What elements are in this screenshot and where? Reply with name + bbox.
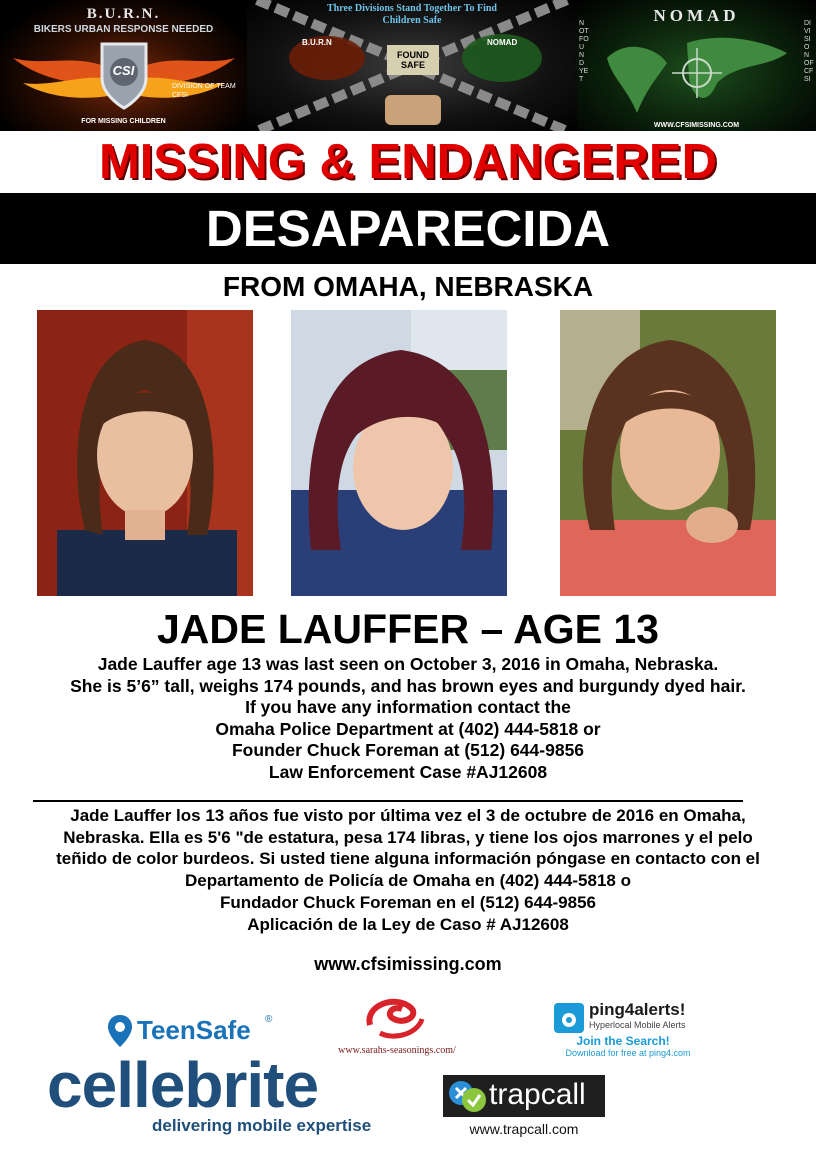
details-es-line: Departamento de Policía de Omaha en (402) 444-5818 o [185,871,631,891]
photo-3 [560,310,776,596]
photo-2 [291,310,507,596]
ping4-cta: Join the Search! [576,1034,670,1048]
teensafe-mark: ® [265,1014,273,1025]
details-es-line: teñido de color burdeos. Si usted tiene alguna información póngase en contacto con el [56,849,760,869]
ping4-cta-sub: Download for free at ping4.com [565,1048,691,1058]
cellebrite-logo[interactable] [47,1049,407,1138]
details-es-line: Aplicación de la Ley de Caso # AJ12608 [247,914,569,934]
nomad-website: WWW.CFSIMISSING.COM [653,122,740,129]
cellebrite-tagline: delivering mobile expertise [152,1116,372,1135]
ping4alerts-logo[interactable] [553,1000,723,1060]
burn-footer: FOR MISSING CHILDREN [81,118,166,125]
center-nomad-label: NOMAD [487,38,518,47]
details-en-line: Founder Chuck Foreman at (512) 644-9856 [231,740,585,760]
cellebrite-name: cellebrite [47,1049,319,1121]
details-en-line: Law Enforcement Case #AJ12608 [268,761,548,782]
location-pin-icon [107,1014,133,1048]
photo-1 [37,310,253,596]
ping4-name: ping4alerts! [589,1000,686,1019]
website-link[interactable]: www.cfsimissing.com [314,954,502,974]
details-en-line: Jade Lauffer age 13 was last seen on October 3, 2016 in Omaha, Nebraska. [97,654,719,674]
portrait-3-image [560,310,776,596]
nomad-title: NOMAD [653,6,740,25]
check-cross-icon [447,1079,487,1113]
nomad-left-vertical: NOT FOUND YET [579,20,589,83]
shield-text: CSI [112,63,135,78]
missing-person-name: JADE LAUFFER – AGE 13 [157,606,659,652]
swirl-icon [360,995,428,1041]
portrait-1-image [37,310,253,596]
details-spanish [0,805,816,935]
world-map-icon [597,28,797,120]
burn-logo-panel [0,0,247,131]
details-en-line: She is 5’6” tall, weighs 174 pounds, and has brown eyes and burgundy dyed hair. [70,675,746,696]
divisions-caption: Three Divisions Stand Together To Find Children Safe [327,3,497,26]
ping-bubble-icon [553,1002,585,1034]
nomad-right-vertical: DIVISION OF CFSI [804,20,814,83]
trapcall-logo[interactable] [443,1075,605,1143]
details-en-line: If you have any information contact the [245,697,571,717]
teensafe-name: TeenSafe [137,1015,251,1045]
desaparecida-headline: DESAPARECIDA [0,193,816,264]
burn-subtitle: BIKERS URBAN RESPONSE NEEDED [33,24,214,35]
ping4-tagline: Hyperlocal Mobile Alerts [589,1020,686,1030]
sarahs-seasonings-logo[interactable] [312,995,482,1059]
divider [33,800,743,802]
details-es-line: Jade Lauffer los 13 años fue visto por última vez el 3 de octubre de 2016 en Omaha, [70,806,746,825]
details-es-line: Nebraska. Ella es 5'6 "de estatura, pesa 174 libras, y tiene los ojos marrones y el pelo [63,827,753,847]
teensafe-logo[interactable] [107,1012,277,1048]
top-banner [0,0,816,131]
center-burn-label: B.U.R.N [302,38,332,47]
details-es-line: Fundador Chuck Foreman en el (512) 644-9856 [219,892,596,912]
missing-headline: MISSING & ENDANGERED [98,135,717,189]
portrait-2-image [291,310,507,596]
burn-division: DIVISION OF TEAM CFSI [172,83,236,99]
trapcall-url: www.trapcall.com [469,1121,579,1137]
trapcall-name: trapcall [489,1078,586,1111]
sarahs-url: www.sarahs-seasonings.com/ [338,1045,456,1056]
details-en-line: Omaha Police Department at (402) 444-5818 or [215,718,601,739]
location-line: FROM OMAHA, NEBRASKA [222,271,594,302]
burn-title: B.U.R.N. [86,6,161,22]
found-safe-badge: FOUND SAFE [397,50,429,70]
three-divisions-panel [247,0,577,131]
details-english [0,654,816,783]
nomad-logo-panel [577,0,816,131]
